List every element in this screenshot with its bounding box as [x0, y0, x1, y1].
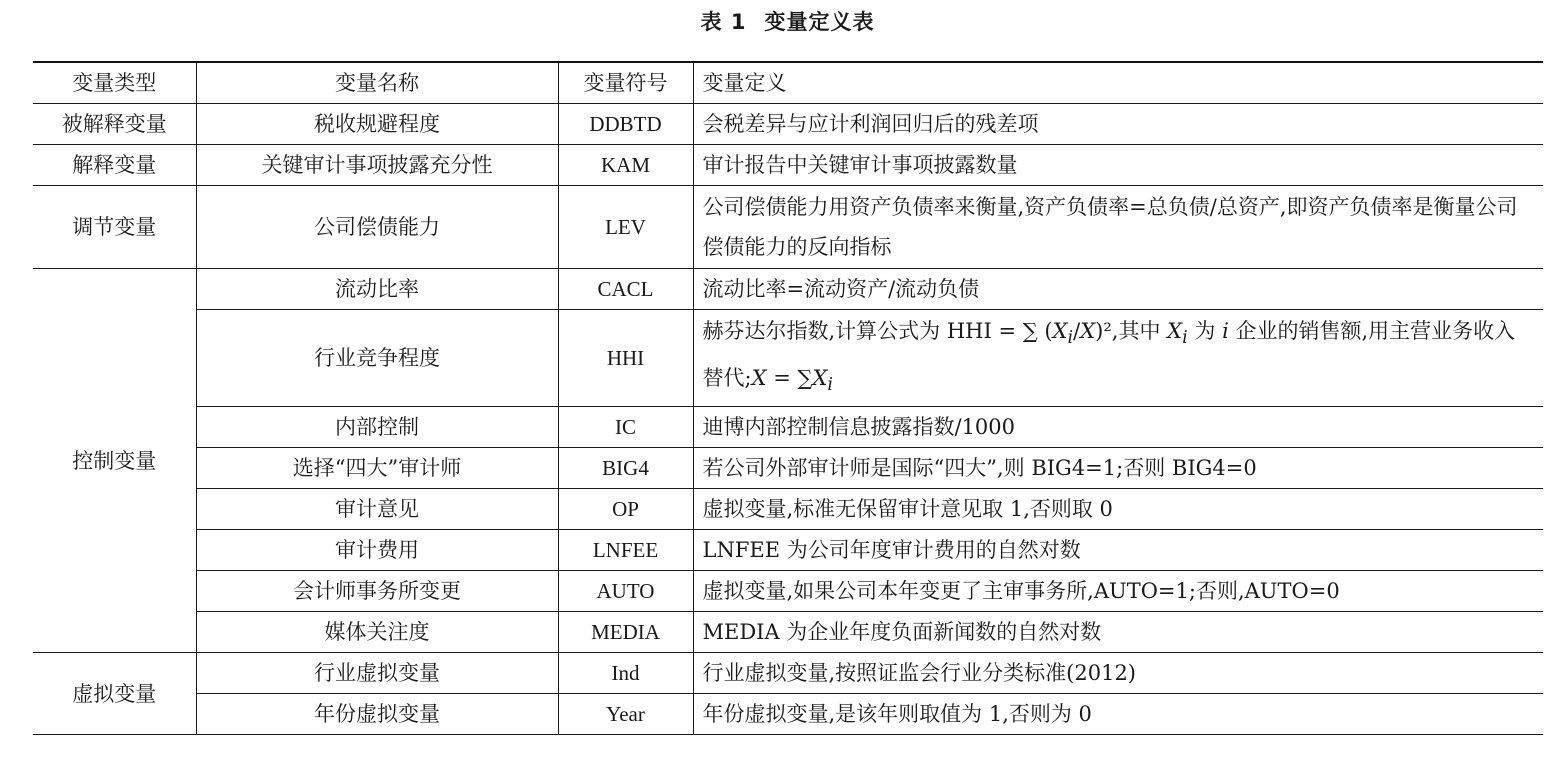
- cell-symbol: KAM: [558, 145, 693, 186]
- table-row: [33, 104, 1543, 145]
- header-cell-definition: 变量定义: [693, 62, 1543, 104]
- cell-definition: 虚拟变量,如果公司本年变更了主审事务所,AUTO=1;否则,AUTO=0: [693, 571, 1543, 612]
- cell-definition: MEDIA 为企业年度负面新闻数的自然对数: [693, 612, 1543, 653]
- table-row: [33, 530, 1543, 571]
- header-cell-symbol: 变量符号: [558, 62, 693, 104]
- cell-name: 流动比率: [196, 269, 558, 310]
- cell-definition: 若公司外部审计师是国际“四大”,则 BIG4=1;否则 BIG4=0: [693, 448, 1543, 489]
- variable-definition-table: [33, 61, 1543, 735]
- cell-symbol: OP: [558, 489, 693, 530]
- cell-type: 被解释变量: [33, 104, 196, 145]
- table-row: [33, 145, 1543, 186]
- table-row: [33, 407, 1543, 448]
- cell-name: 审计费用: [196, 530, 558, 571]
- cell-type: 控制变量: [33, 269, 196, 653]
- cell-definition: 赫芬达尔指数,计算公式为 HHI = ∑ $(X_i/X)^2$,其中 $X_i$ 为 i 企业的销售额,用主营业务收入替代;X = $\sum X_i$: [693, 310, 1543, 407]
- cell-name: 年份虚拟变量: [196, 694, 558, 735]
- cell-definition: 流动比率=流动资产/流动负债: [693, 269, 1543, 310]
- table-row: [33, 489, 1543, 530]
- table-caption: 变量定义表: [764, 10, 875, 34]
- cell-definition: 审计报告中关键审计事项披露数量: [693, 145, 1543, 186]
- cell-name: 审计意见: [196, 489, 558, 530]
- cell-name: 选择“四大”审计师: [196, 448, 558, 489]
- cell-name: 行业竞争程度: [196, 310, 558, 407]
- cell-definition: LNFEE 为公司年度审计费用的自然对数: [693, 530, 1543, 571]
- cell-type: 调节变量: [33, 186, 196, 269]
- table-row: [33, 653, 1543, 694]
- cell-name: 会计师事务所变更: [196, 571, 558, 612]
- cell-definition: 会税差异与应计利润回归后的残差项: [693, 104, 1543, 145]
- cell-symbol: Ind: [558, 653, 693, 694]
- header-cell-name: 变量名称: [196, 62, 558, 104]
- table-number: 表 1: [700, 10, 747, 34]
- cell-symbol: IC: [558, 407, 693, 448]
- cell-symbol: DDBTD: [558, 104, 693, 145]
- cell-symbol: Year: [558, 694, 693, 735]
- cell-name: 税收规避程度: [196, 104, 558, 145]
- cell-definition: 行业虚拟变量,按照证监会行业分类标准(2012): [693, 653, 1543, 694]
- cell-name: 关键审计事项披露充分性: [196, 145, 558, 186]
- cell-definition: 公司偿债能力用资产负债率来衡量,资产负债率=总负债/总资产,即资产负债率是衡量公司偿债能力的反向指标: [693, 186, 1543, 269]
- cell-symbol: HHI: [558, 310, 693, 407]
- cell-type: 虚拟变量: [33, 653, 196, 735]
- header-row: [33, 62, 1543, 104]
- table-row: [33, 186, 1543, 269]
- cell-name: 媒体关注度: [196, 612, 558, 653]
- cell-symbol: CACL: [558, 269, 693, 310]
- table-row: [33, 269, 1543, 310]
- table-title: [0, 6, 1555, 36]
- cell-name: 行业虚拟变量: [196, 653, 558, 694]
- cell-symbol: BIG4: [558, 448, 693, 489]
- cell-name: 内部控制: [196, 407, 558, 448]
- table-row: [33, 694, 1543, 735]
- table-row: [33, 448, 1543, 489]
- table-row: [33, 310, 1543, 407]
- table-row: [33, 571, 1543, 612]
- cell-definition: 迪博内部控制信息披露指数/1000: [693, 407, 1543, 448]
- cell-type: 解释变量: [33, 145, 196, 186]
- cell-definition: 虚拟变量,标准无保留审计意见取 1,否则取 0: [693, 489, 1543, 530]
- cell-definition: 年份虚拟变量,是该年则取值为 1,否则为 0: [693, 694, 1543, 735]
- cell-symbol: AUTO: [558, 571, 693, 612]
- cell-symbol: LNFEE: [558, 530, 693, 571]
- header-cell-type: 变量类型: [33, 62, 196, 104]
- cell-symbol: MEDIA: [558, 612, 693, 653]
- cell-name: 公司偿债能力: [196, 186, 558, 269]
- cell-symbol: LEV: [558, 186, 693, 269]
- table-row: [33, 612, 1543, 653]
